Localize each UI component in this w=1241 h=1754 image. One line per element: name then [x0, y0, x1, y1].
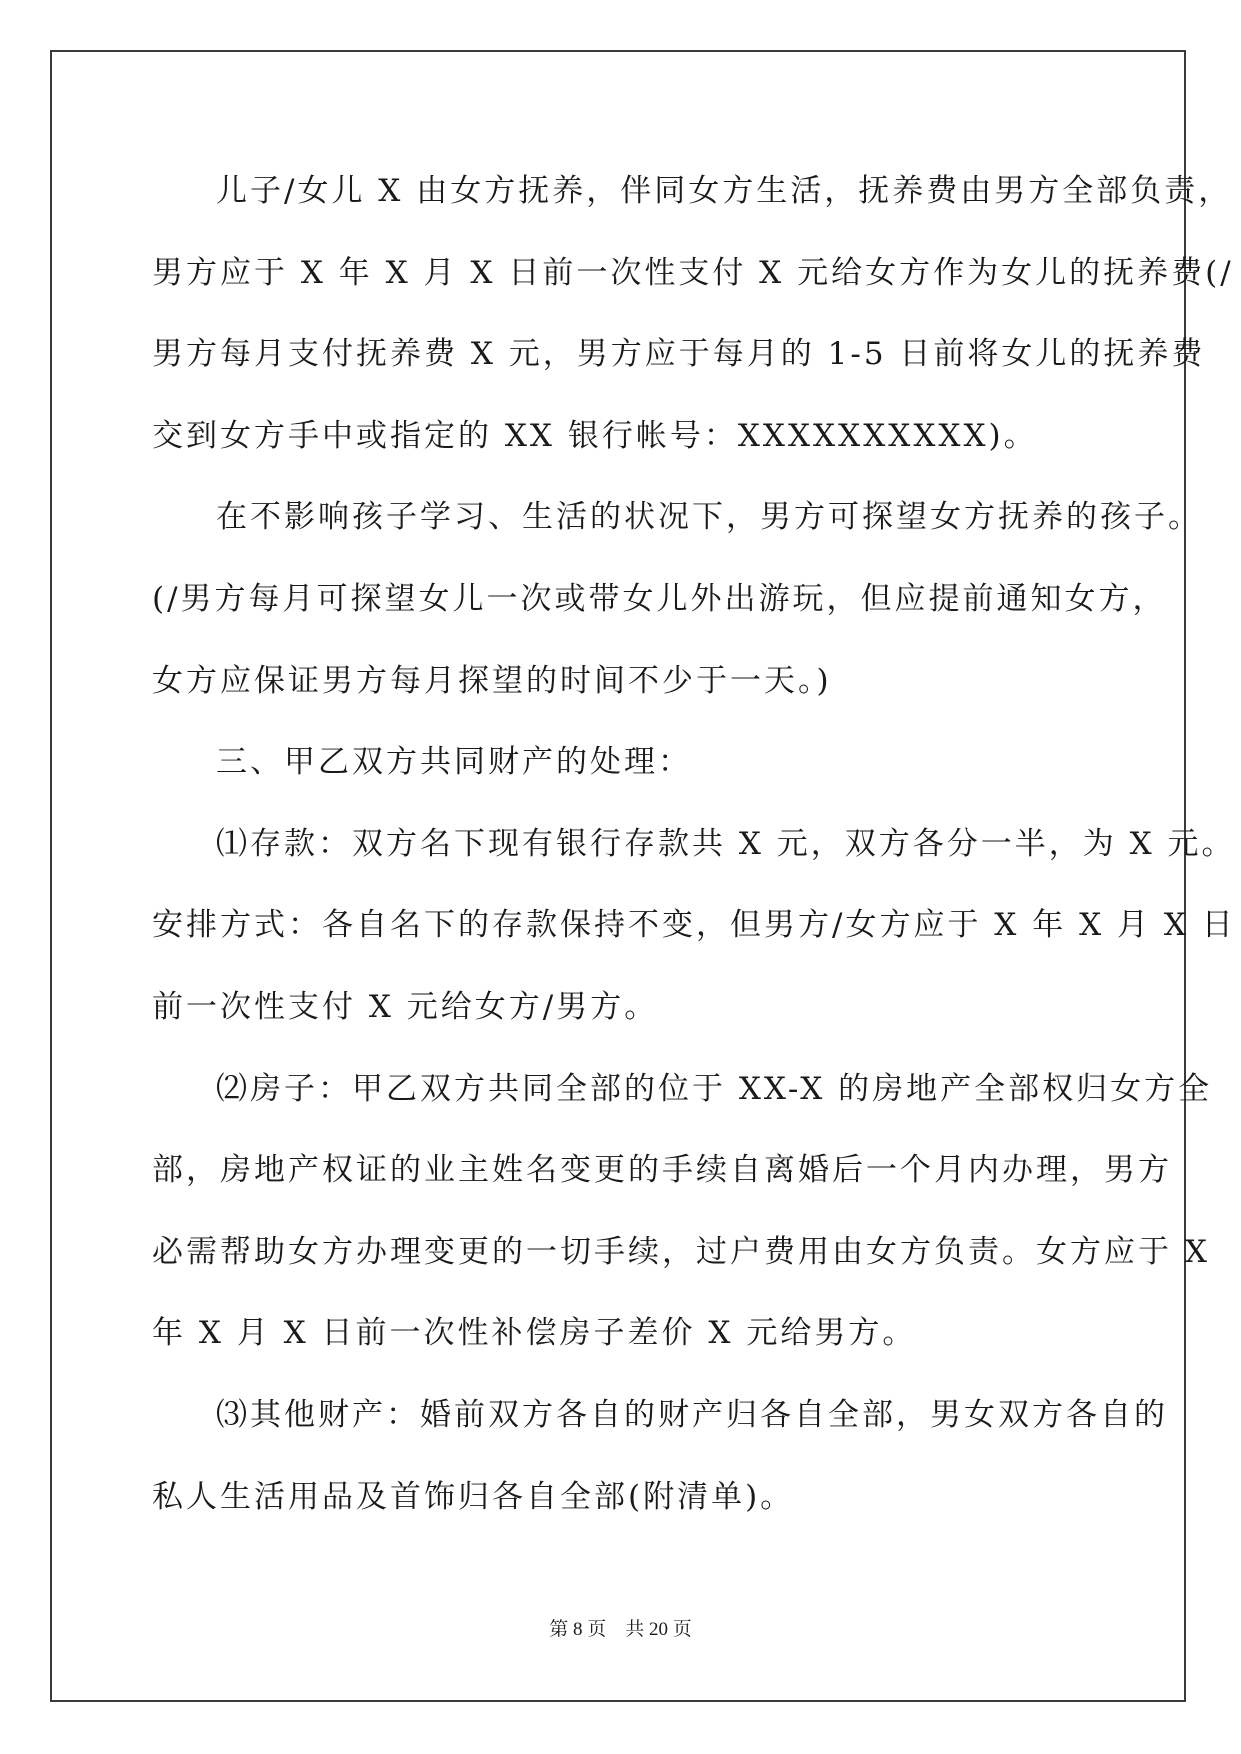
- paragraph-line: ⑵房子：甲乙双方共同全部的位于 XX-X 的房地产全部权归女方全: [216, 1070, 1213, 1107]
- paragraph-line: 男方每月支付抚养费 X 元，男方应于每月的 1-5 日前将女儿的抚养费: [152, 336, 1206, 373]
- paragraph-line: 年 X 月 X 日前一次性补偿房子差价 X 元给男方。: [152, 1315, 917, 1352]
- paragraph-line: 儿子/女儿 X 由女方抚养，伴同女方生活，抚养费由男方全部负责，: [216, 173, 1233, 209]
- paragraph-line: ⑴存款：双方名下现有银行存款共 X 元，双方各分一半，为 X 元。: [216, 825, 1236, 862]
- page-number-footer: 第 8 页 共 20 页: [549, 1619, 692, 1640]
- paragraph-line: 交到女方手中或指定的 XX 银行帐号：XXXXXXXXXX)。: [152, 417, 1038, 454]
- section-heading: 三、甲乙双方共同财产的处理：: [216, 744, 692, 781]
- paragraph-line: 安排方式：各自名下的存款保持不变，但男方/女方应于 X 年 X 月 X 日: [152, 907, 1236, 944]
- paragraph-line: 私人生活用品及首饰归各自全部(附清单)。: [152, 1478, 795, 1515]
- paragraph-line: ⑶其他财产：婚前双方各自的财产归各自全部，男女双方各自的: [216, 1396, 1168, 1433]
- paragraph-line: 部，房地产权证的业主姓名变更的手续自离婚后一个月内办理，男方: [152, 1152, 1172, 1189]
- paragraph-line: (/男方每月可探望女儿一次或带女儿外出游玩，但应提前通知女方，: [152, 580, 1167, 617]
- paragraph-line: 必需帮助女方办理变更的一切手续，过户费用由女方负责。女方应于 X: [152, 1233, 1210, 1270]
- paragraph-line: 女方应保证男方每月探望的时间不少于一天。): [152, 662, 832, 699]
- paragraph-line: 在不影响孩子学习、生活的状况下，男方可探望女方抚养的孩子。: [216, 499, 1202, 536]
- document-body: [152, 168, 1236, 1555]
- paragraph-line: 前一次性支付 X 元给女方/男方。: [152, 988, 659, 1025]
- paragraph-line: 男方应于 X 年 X 月 X 日前一次性支付 X 元给女方作为女儿的抚养费(/: [152, 254, 1234, 291]
